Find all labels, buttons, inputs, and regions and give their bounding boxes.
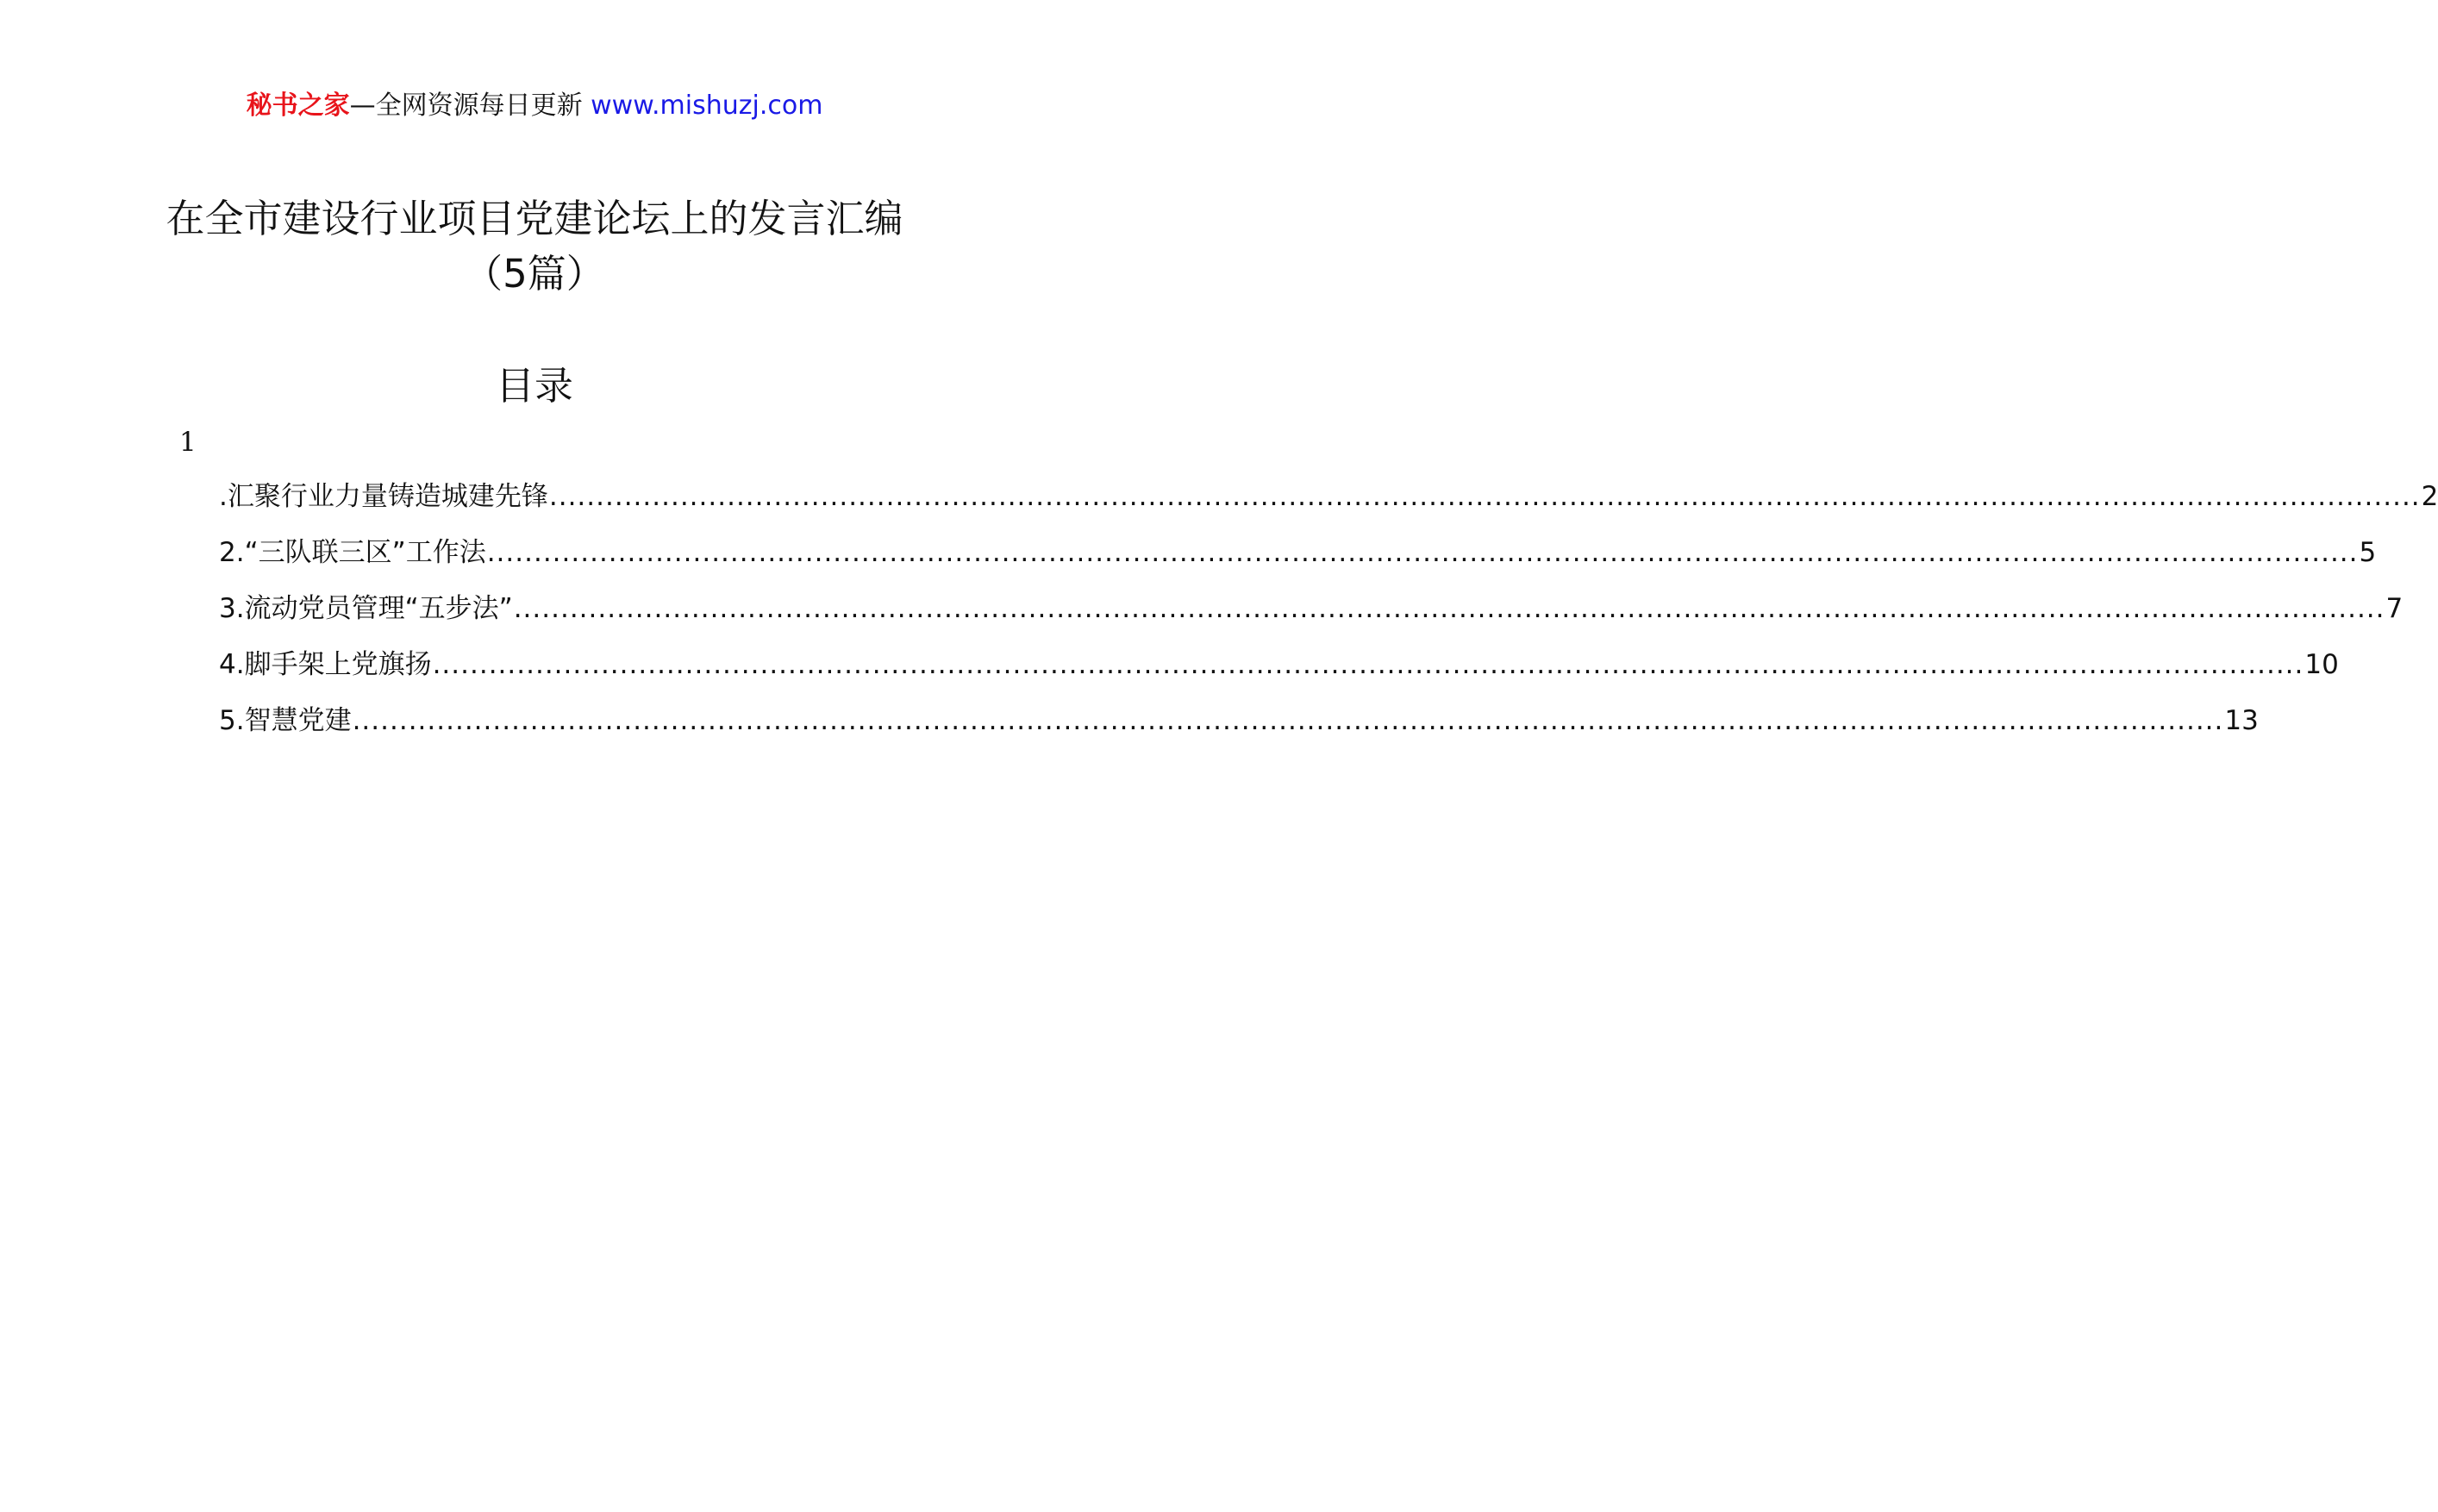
- toc-entry-page: 2: [2421, 481, 2438, 512]
- toc-leader-dots: ........................................................................................................................................................................................................: [513, 593, 2385, 624]
- toc-entry[interactable]: [219, 590, 2404, 646]
- site-header: [0, 89, 1069, 123]
- toc-entry-label: .汇聚行业力量铸造城建先锋: [219, 481, 548, 512]
- toc-entry-label: 4.脚手架上党旗扬: [219, 649, 432, 680]
- toc-entry-label: 3.流动党员管理“五步法”: [219, 593, 513, 624]
- toc-entry[interactable]: [219, 646, 2339, 702]
- toc-entry-page: 10: [2304, 649, 2339, 680]
- list-number-marker: 1: [179, 427, 197, 458]
- toc-heading: 目录: [495, 363, 573, 409]
- document-title: 在全市建设行业项目党建论坛上的发言汇编（5篇）: [166, 196, 903, 297]
- toc-entry-label: 2.“三队联三区”工作法: [219, 537, 486, 568]
- toc-entry-label: 5.智慧党建: [219, 705, 352, 736]
- toc-entry[interactable]: [219, 478, 2438, 534]
- toc-leader-dots: ........................................................................................................................................................................................................: [486, 537, 2359, 568]
- toc-entry-page: 5: [2359, 537, 2377, 568]
- brand-name: 秘书之家: [246, 91, 350, 121]
- toc-entry-page: 7: [2385, 593, 2404, 624]
- toc-entry[interactable]: [219, 702, 2259, 758]
- toc-leader-dots: ........................................................................................................................................................................................................: [352, 705, 2224, 736]
- table-of-contents: [219, 478, 2438, 758]
- site-url-link[interactable]: www.mishuzj.com: [591, 91, 823, 121]
- header-slogan: —全网资源每日更新: [349, 91, 583, 121]
- toc-entry[interactable]: [219, 534, 2377, 590]
- toc-leader-dots: ........................................................................................................................................................................................................: [548, 481, 2421, 512]
- toc-entry-page: 13: [2224, 705, 2259, 736]
- toc-leader-dots: ........................................................................................................................................................................................................: [432, 649, 2304, 680]
